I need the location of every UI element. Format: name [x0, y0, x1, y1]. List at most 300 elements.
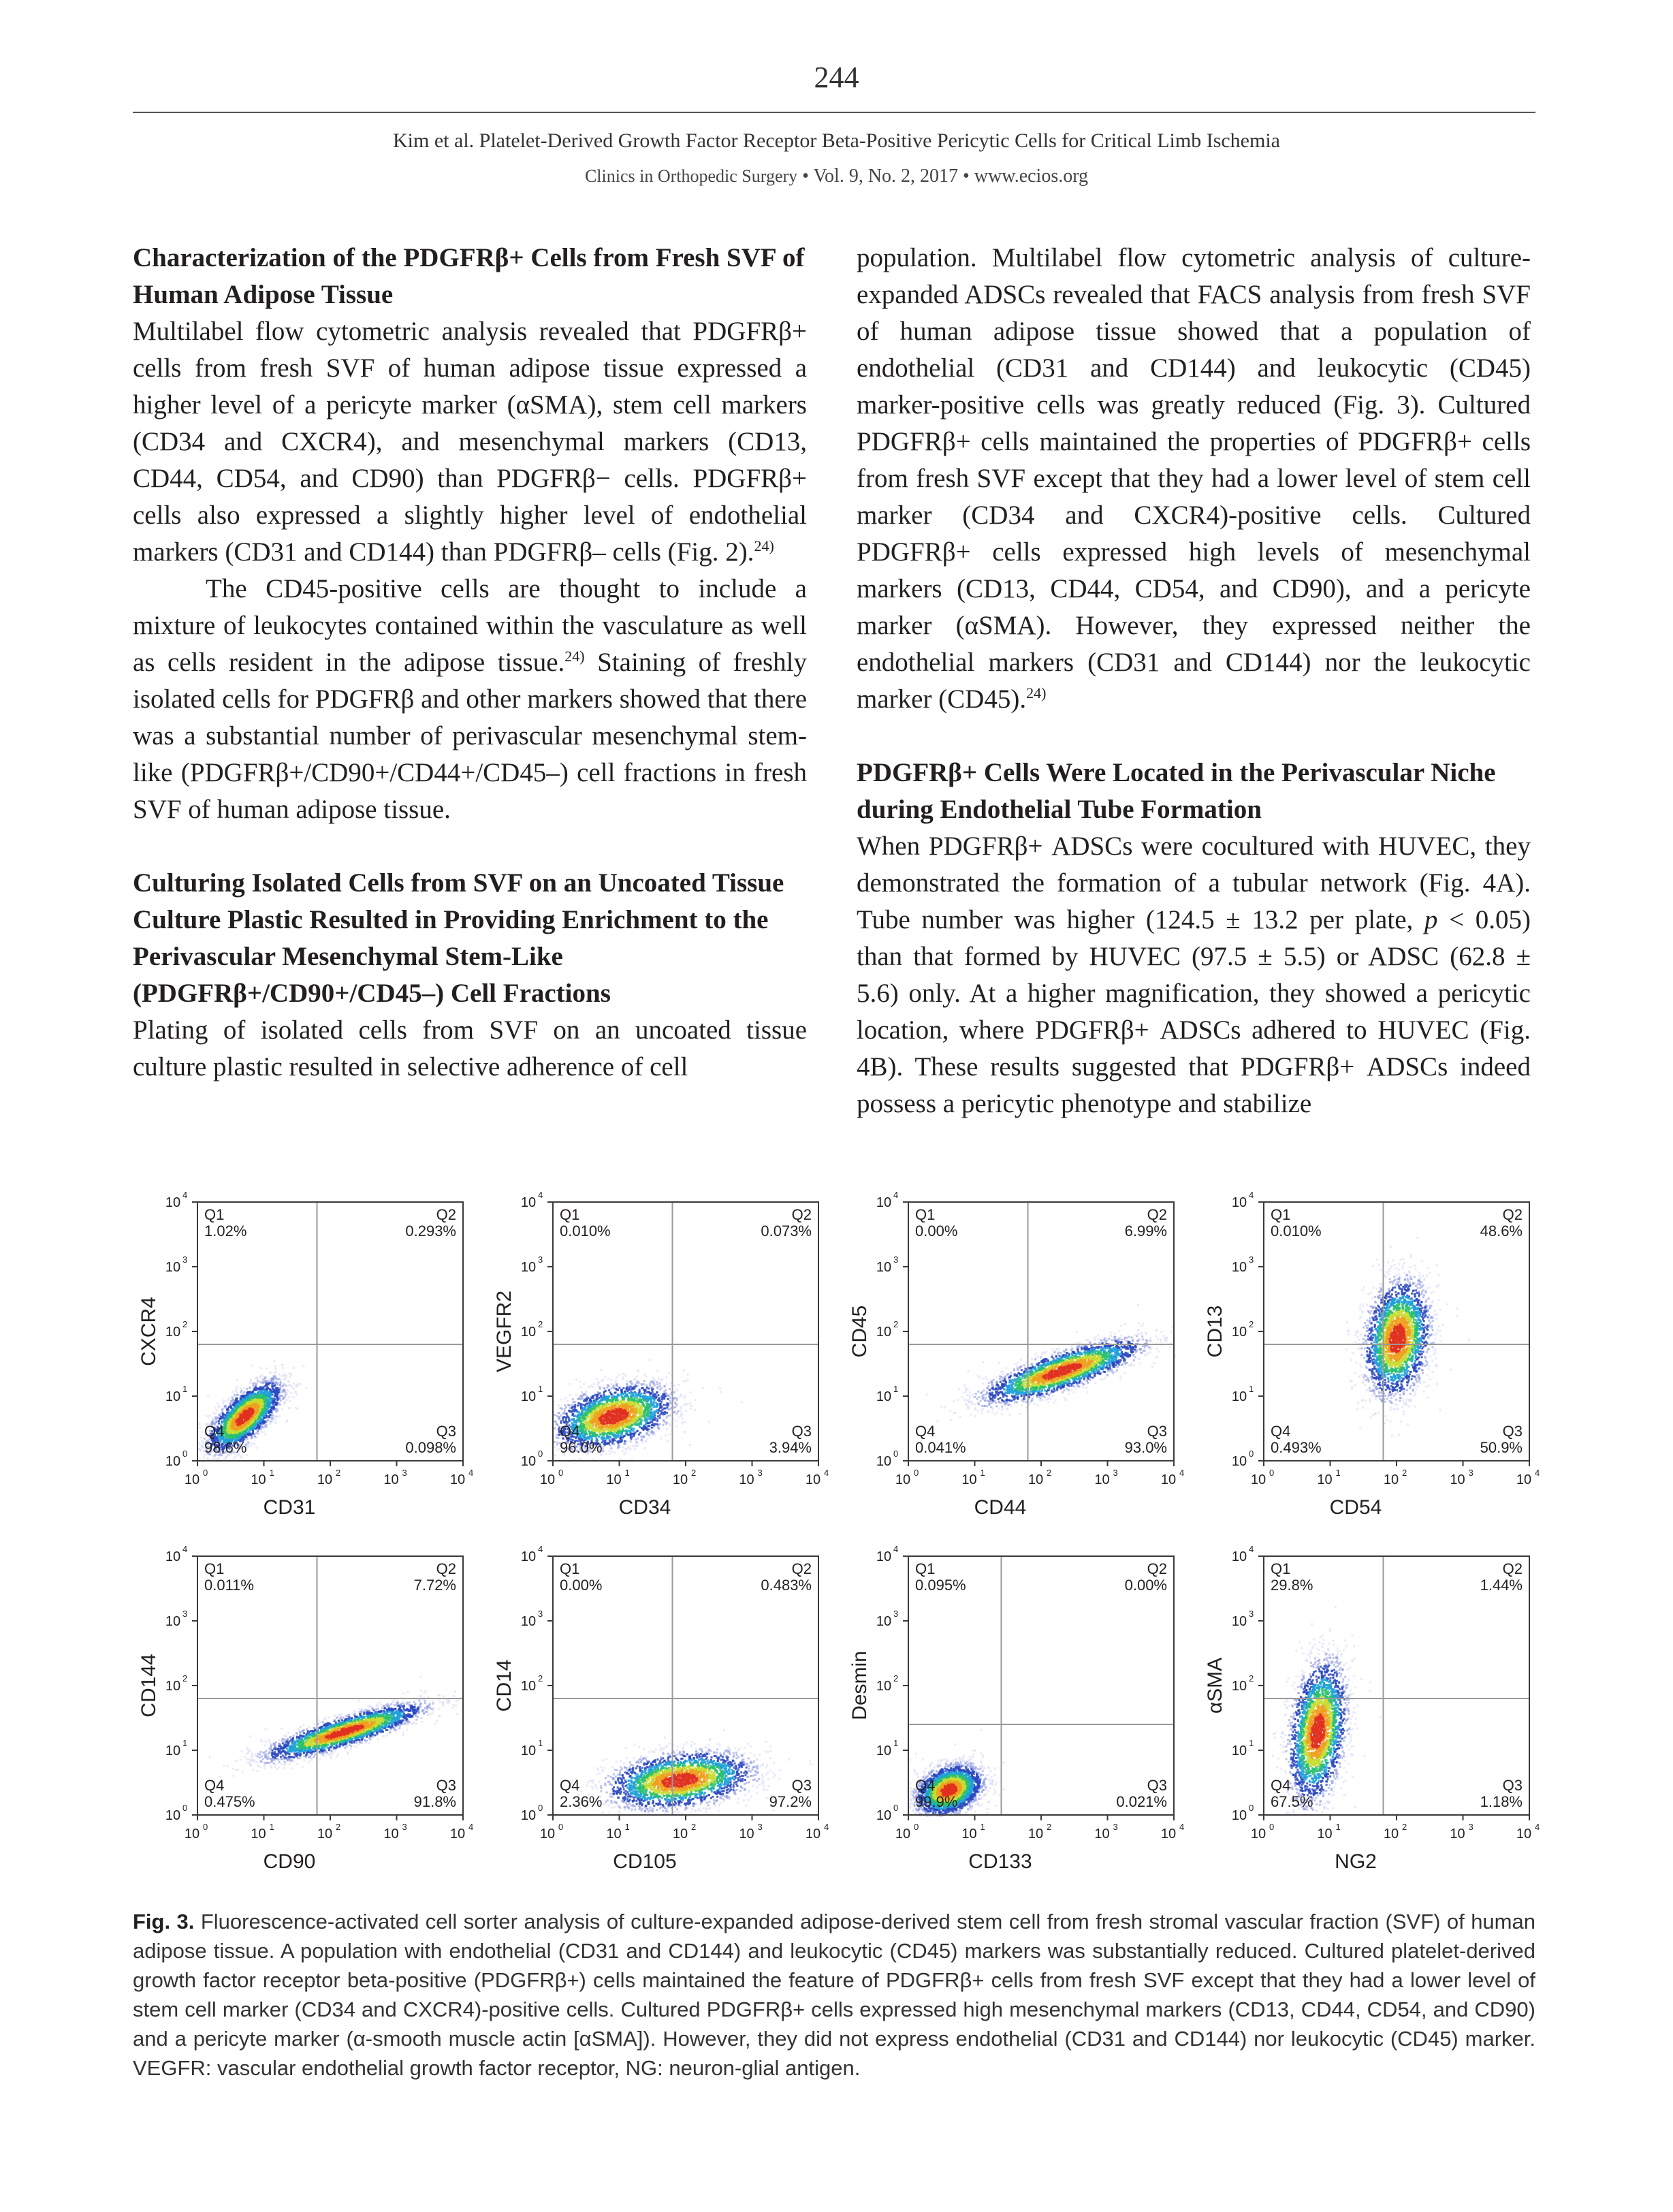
event-dot	[585, 1422, 587, 1424]
event-dot	[628, 1413, 631, 1415]
event-dot	[274, 1382, 276, 1385]
event-dot	[623, 1425, 625, 1427]
event-dot	[616, 1385, 618, 1387]
event-dot	[266, 1398, 268, 1400]
event-dot	[636, 1406, 638, 1408]
event-dot	[653, 1426, 655, 1428]
event-dot	[591, 1458, 593, 1460]
event-dot	[557, 1437, 559, 1439]
event-dot	[275, 1371, 277, 1373]
event-dot	[646, 1406, 648, 1408]
event-dot	[288, 1396, 290, 1398]
event-dot	[236, 1413, 238, 1415]
event-dot	[227, 1400, 229, 1402]
event-dot	[296, 1385, 298, 1387]
event-dot	[708, 1421, 710, 1423]
event-dot	[266, 1417, 268, 1419]
event-dot	[623, 1453, 625, 1455]
event-dot	[203, 1457, 205, 1459]
event-dot	[665, 1389, 667, 1391]
event-dot	[281, 1364, 283, 1366]
event-dot	[649, 1385, 651, 1387]
event-dot	[243, 1391, 245, 1393]
event-dot	[629, 1434, 631, 1436]
event-dot	[255, 1389, 257, 1391]
event-dot	[241, 1410, 243, 1412]
x-tick-label: 10	[383, 1472, 398, 1487]
event-dot	[230, 1413, 232, 1415]
event-dot	[611, 1442, 614, 1444]
y-tick-exponent: 1	[182, 1384, 187, 1394]
event-dot	[678, 1384, 680, 1386]
event-dot	[217, 1458, 219, 1460]
event-dot	[270, 1408, 272, 1410]
event-dot	[219, 1457, 221, 1459]
event-dot	[236, 1389, 238, 1391]
event-dot	[268, 1402, 270, 1404]
event-dot	[590, 1385, 592, 1387]
event-dot	[269, 1372, 271, 1374]
event-dot	[609, 1453, 611, 1455]
event-dot	[581, 1413, 583, 1415]
event-dot	[618, 1430, 620, 1432]
event-dot	[652, 1397, 654, 1400]
event-dot	[253, 1403, 255, 1405]
event-dot	[618, 1374, 620, 1376]
event-dot	[610, 1388, 612, 1390]
event-dot	[239, 1413, 241, 1415]
event-dot	[251, 1405, 253, 1407]
event-dot	[246, 1408, 249, 1410]
event-dot	[250, 1433, 252, 1435]
event-dot	[689, 1403, 691, 1405]
event-dot	[690, 1391, 692, 1393]
event-dot	[562, 1417, 564, 1419]
event-dot	[647, 1425, 649, 1427]
event-dot	[218, 1420, 220, 1422]
event-dot	[603, 1406, 605, 1408]
italic-p: p	[1424, 905, 1438, 934]
event-dot	[675, 1425, 678, 1427]
event-dot	[243, 1399, 245, 1401]
event-dot	[657, 1394, 659, 1396]
journal-name: Clinics in Orthopedic Surgery	[585, 166, 797, 186]
event-dot	[622, 1378, 624, 1380]
event-dot	[658, 1427, 660, 1429]
event-dot	[656, 1391, 658, 1393]
event-dot	[592, 1430, 594, 1432]
event-dot	[669, 1415, 671, 1417]
event-dot	[233, 1427, 235, 1429]
event-dot	[254, 1436, 256, 1438]
event-dot	[599, 1386, 601, 1388]
event-dot	[592, 1435, 594, 1437]
event-dot	[593, 1417, 595, 1419]
event-dot	[581, 1420, 583, 1422]
event-dot	[645, 1389, 647, 1391]
event-dot	[249, 1391, 251, 1393]
event-dot	[609, 1400, 611, 1402]
event-dot	[232, 1391, 234, 1393]
event-dot	[652, 1416, 654, 1418]
event-dot	[602, 1430, 604, 1432]
event-dot	[198, 1442, 200, 1444]
event-dot	[230, 1407, 232, 1409]
event-dot	[224, 1426, 226, 1428]
event-dot	[656, 1419, 658, 1421]
event-dot	[238, 1425, 240, 1427]
event-dot	[257, 1380, 259, 1382]
event-dot	[231, 1423, 233, 1425]
paragraph	[857, 828, 1531, 1122]
event-dot	[663, 1419, 665, 1421]
event-dot	[624, 1452, 626, 1454]
event-dot	[560, 1415, 562, 1417]
event-dot	[741, 1402, 743, 1404]
event-dot	[609, 1436, 611, 1438]
event-dot	[574, 1406, 576, 1408]
event-dot	[678, 1417, 680, 1419]
event-dot	[260, 1367, 262, 1369]
event-dot	[217, 1417, 219, 1419]
event-dot	[630, 1448, 632, 1450]
event-dot	[259, 1377, 261, 1379]
event-dot	[590, 1408, 592, 1410]
event-dot	[584, 1413, 586, 1415]
event-dot	[669, 1388, 671, 1390]
event-dot	[622, 1393, 624, 1395]
event-dot	[267, 1391, 269, 1393]
x-tick-exponent: 4	[468, 1468, 473, 1478]
event-dot	[655, 1393, 657, 1395]
event-dot	[268, 1406, 270, 1408]
event-dot	[253, 1382, 255, 1385]
event-dot	[567, 1404, 569, 1406]
quadrant-value: 1.02%	[204, 1222, 246, 1239]
event-dot	[660, 1412, 663, 1414]
event-dot	[651, 1427, 653, 1429]
event-dot	[665, 1434, 667, 1436]
event-dot	[261, 1375, 264, 1377]
event-dot	[585, 1425, 587, 1427]
event-dot	[649, 1383, 651, 1385]
event-dot	[240, 1457, 242, 1459]
event-dot	[583, 1393, 585, 1395]
event-dot	[680, 1411, 682, 1413]
event-dot	[257, 1424, 259, 1426]
paragraph-text: population. Multilabel flow cytometric analysis of culture-expanded ADSCs revealed that FACS analysis from fresh SVF of human adipose tissue showed that a population of endothelial (CD31 and CD144) and leukocytic (CD45) marker-positive cells was greatly reduced (Fig. 3). Cultured PDGFRβ+ cells maintained the properties of PDGFRβ+ cells from fresh SVF except that they had a lower level of stem cell marker (CD34 and CXCR4)-positive cells. Cultured PDGFRβ+ cells expressed high levels of mesenchymal markers (CD13, CD44, CD54, and CD90), and a pericyte marker (αSMA). However, they expressed neither the endothelial markers (CD31 and CD144) nor the leukocytic marker (CD45).	[857, 243, 1531, 714]
event-dot	[610, 1382, 612, 1385]
event-dot	[234, 1410, 236, 1412]
event-dot	[648, 1418, 650, 1420]
event-dot	[212, 1417, 214, 1419]
event-dot	[659, 1385, 661, 1387]
event-dot	[658, 1397, 660, 1399]
event-dot	[644, 1447, 646, 1449]
event-dot	[236, 1392, 238, 1394]
event-dot	[270, 1410, 272, 1412]
event-dot	[261, 1393, 264, 1395]
event-dot	[609, 1450, 611, 1452]
event-dot	[647, 1422, 649, 1424]
event-dot	[666, 1422, 668, 1424]
event-dot	[676, 1399, 678, 1401]
event-dot	[207, 1395, 209, 1397]
event-dot	[641, 1419, 643, 1421]
page-number: 244	[0, 60, 1673, 95]
event-dot	[654, 1414, 656, 1416]
event-dot	[595, 1421, 597, 1423]
event-dot	[245, 1412, 247, 1414]
event-dot	[227, 1413, 229, 1415]
event-dot	[214, 1412, 217, 1415]
event-dot	[285, 1374, 287, 1376]
x-tick-label: 10	[317, 1472, 332, 1487]
event-dot	[643, 1389, 645, 1391]
event-dot	[249, 1393, 251, 1395]
event-dot	[234, 1423, 236, 1425]
event-dot	[278, 1398, 281, 1400]
event-dot	[239, 1403, 241, 1405]
paragraph	[133, 571, 807, 828]
event-dot	[278, 1415, 281, 1417]
event-dot	[590, 1432, 592, 1434]
event-dot	[641, 1442, 643, 1444]
event-dot	[273, 1390, 275, 1392]
event-dot	[650, 1393, 652, 1395]
event-dot	[622, 1416, 624, 1418]
event-dot	[218, 1405, 220, 1407]
event-dot	[639, 1409, 641, 1411]
event-dot	[602, 1397, 604, 1399]
event-dot	[600, 1412, 602, 1414]
event-dot	[628, 1406, 631, 1408]
event-dot	[592, 1402, 594, 1404]
event-dot	[275, 1378, 277, 1380]
event-dot	[225, 1456, 227, 1458]
event-dot	[651, 1429, 653, 1432]
event-dot	[240, 1390, 242, 1392]
event-dot	[252, 1419, 254, 1421]
event-dot	[250, 1423, 252, 1425]
event-dot	[588, 1423, 590, 1425]
event-dot	[627, 1385, 629, 1387]
event-dot	[659, 1382, 661, 1385]
event-dot	[608, 1389, 610, 1391]
event-dot	[658, 1378, 660, 1380]
event-dot	[276, 1387, 278, 1389]
event-dot	[616, 1376, 618, 1378]
event-dot	[620, 1417, 622, 1419]
event-dot	[257, 1387, 259, 1389]
event-dot	[651, 1389, 653, 1391]
event-dot	[659, 1423, 661, 1425]
event-dot	[246, 1428, 249, 1430]
event-dot	[214, 1458, 217, 1460]
event-dot	[232, 1409, 234, 1411]
event-dot	[626, 1380, 628, 1382]
event-dot	[297, 1408, 299, 1410]
event-dot	[610, 1407, 612, 1409]
event-dot	[635, 1385, 637, 1387]
event-dot	[575, 1378, 577, 1380]
event-dot	[694, 1409, 696, 1411]
event-dot	[580, 1430, 582, 1432]
event-dot	[249, 1410, 251, 1412]
event-dot	[639, 1396, 641, 1398]
event-dot	[675, 1419, 678, 1421]
event-dot	[646, 1391, 648, 1393]
event-dot	[658, 1400, 660, 1402]
event-dot	[257, 1419, 259, 1421]
paragraph-text: The CD45-positive cells are thought to include a mixture of leukocytes contained within the vasculature as well as cells resident in the adipose tissue.	[133, 574, 807, 677]
event-dot	[289, 1400, 291, 1402]
event-dot	[247, 1446, 249, 1448]
event-dot	[654, 1419, 656, 1421]
event-dot	[636, 1382, 638, 1384]
event-dot	[649, 1359, 651, 1361]
event-dot	[259, 1391, 261, 1393]
event-dot	[611, 1396, 613, 1398]
event-dot	[281, 1375, 283, 1377]
event-dot	[596, 1384, 599, 1386]
event-dot	[274, 1365, 276, 1368]
event-dot	[681, 1413, 683, 1415]
event-dot	[207, 1417, 209, 1419]
event-dot	[227, 1408, 229, 1410]
event-dot	[299, 1383, 301, 1385]
event-dot	[581, 1393, 583, 1395]
event-dot	[270, 1421, 272, 1423]
quadrant-label: Q4	[204, 1423, 224, 1440]
event-dot	[646, 1428, 648, 1430]
section-heading-culturing: Culturing Isolated Cells from SVF on an Uncoated Tissue Culture Plastic Resulted in Providing Enrichment to the Perivascular Mesenchymal Stem-Like (PDGFRβ+/CD90+/CD45–) Cell Fractions	[133, 865, 807, 1012]
event-dot	[247, 1416, 249, 1418]
y-tick-exponent: 0	[182, 1449, 187, 1459]
event-dot	[257, 1405, 259, 1407]
event-dot	[643, 1428, 645, 1430]
event-dot	[607, 1410, 609, 1412]
event-dot	[305, 1387, 307, 1389]
event-dot	[292, 1386, 294, 1388]
event-dot	[669, 1397, 671, 1399]
event-dot	[252, 1417, 254, 1419]
event-dot	[236, 1424, 238, 1426]
event-dot	[694, 1399, 696, 1401]
event-dot	[617, 1434, 619, 1436]
event-dot	[665, 1383, 667, 1385]
event-dot	[611, 1450, 614, 1452]
event-dot	[240, 1423, 242, 1425]
event-dot	[650, 1409, 652, 1411]
event-dot	[635, 1395, 637, 1397]
event-dot	[580, 1423, 582, 1425]
event-dot	[246, 1419, 248, 1421]
event-dot	[601, 1399, 603, 1401]
event-dot	[253, 1407, 255, 1409]
event-dot	[673, 1391, 675, 1393]
event-dot	[660, 1438, 662, 1440]
event-dot	[569, 1410, 571, 1412]
event-dot	[603, 1426, 605, 1428]
event-dot	[261, 1431, 263, 1433]
event-dot	[618, 1419, 620, 1421]
event-dot	[637, 1369, 639, 1371]
event-dot	[642, 1387, 644, 1389]
event-dot	[295, 1391, 297, 1393]
event-dot	[684, 1404, 686, 1406]
event-dot	[584, 1408, 586, 1410]
event-dot	[675, 1412, 678, 1415]
event-dot	[285, 1394, 287, 1396]
event-dot	[225, 1419, 227, 1421]
event-dot	[609, 1406, 611, 1408]
event-dot	[630, 1429, 632, 1431]
event-dot	[554, 1441, 556, 1443]
event-dot	[283, 1375, 285, 1377]
event-dot	[617, 1399, 619, 1401]
event-dot	[660, 1401, 663, 1403]
event-dot	[252, 1385, 254, 1387]
event-dot	[606, 1401, 608, 1403]
event-dot	[643, 1413, 645, 1415]
event-dot	[666, 1412, 668, 1414]
event-dot	[622, 1447, 624, 1449]
event-dot	[685, 1380, 687, 1382]
event-dot	[628, 1421, 630, 1423]
event-dot	[257, 1426, 259, 1428]
event-dot	[562, 1419, 564, 1421]
event-dot	[235, 1404, 237, 1406]
event-dot	[622, 1398, 624, 1400]
event-dot	[684, 1421, 686, 1423]
event-dot	[275, 1368, 277, 1370]
event-dot	[237, 1432, 239, 1434]
event-dot	[276, 1397, 278, 1400]
event-dot	[272, 1421, 274, 1423]
event-dot	[615, 1380, 617, 1382]
y-tick-exponent: 4	[182, 1190, 187, 1200]
event-dot	[631, 1403, 633, 1405]
event-dot	[598, 1421, 600, 1423]
event-dot	[620, 1425, 622, 1427]
event-dot	[292, 1396, 294, 1398]
event-dot	[663, 1397, 665, 1400]
event-dot	[206, 1458, 208, 1460]
event-dot	[627, 1434, 629, 1436]
event-dot	[596, 1378, 598, 1380]
event-dot	[274, 1360, 276, 1362]
event-dot	[583, 1425, 585, 1427]
event-dot	[234, 1395, 236, 1397]
event-dot	[264, 1380, 266, 1382]
event-dot	[272, 1380, 274, 1382]
event-dot	[263, 1417, 265, 1419]
event-dot	[246, 1403, 248, 1405]
reference-superscript: 24)	[754, 537, 774, 554]
x-tick-exponent: 0	[203, 1468, 208, 1478]
event-dot	[625, 1395, 627, 1397]
event-dot	[639, 1418, 641, 1420]
quadrant-label: Q3	[436, 1423, 456, 1440]
event-dot	[232, 1401, 234, 1403]
y-tick-exponent: 2	[182, 1319, 187, 1329]
event-dot	[268, 1380, 270, 1382]
event-dot	[285, 1376, 287, 1378]
section-heading-perivascular: PDGFRβ+ Cells Were Located in the Perivascular Niche during Endothelial Tube Formation	[857, 755, 1531, 828]
event-dot	[592, 1397, 594, 1399]
event-dot	[253, 1393, 255, 1395]
